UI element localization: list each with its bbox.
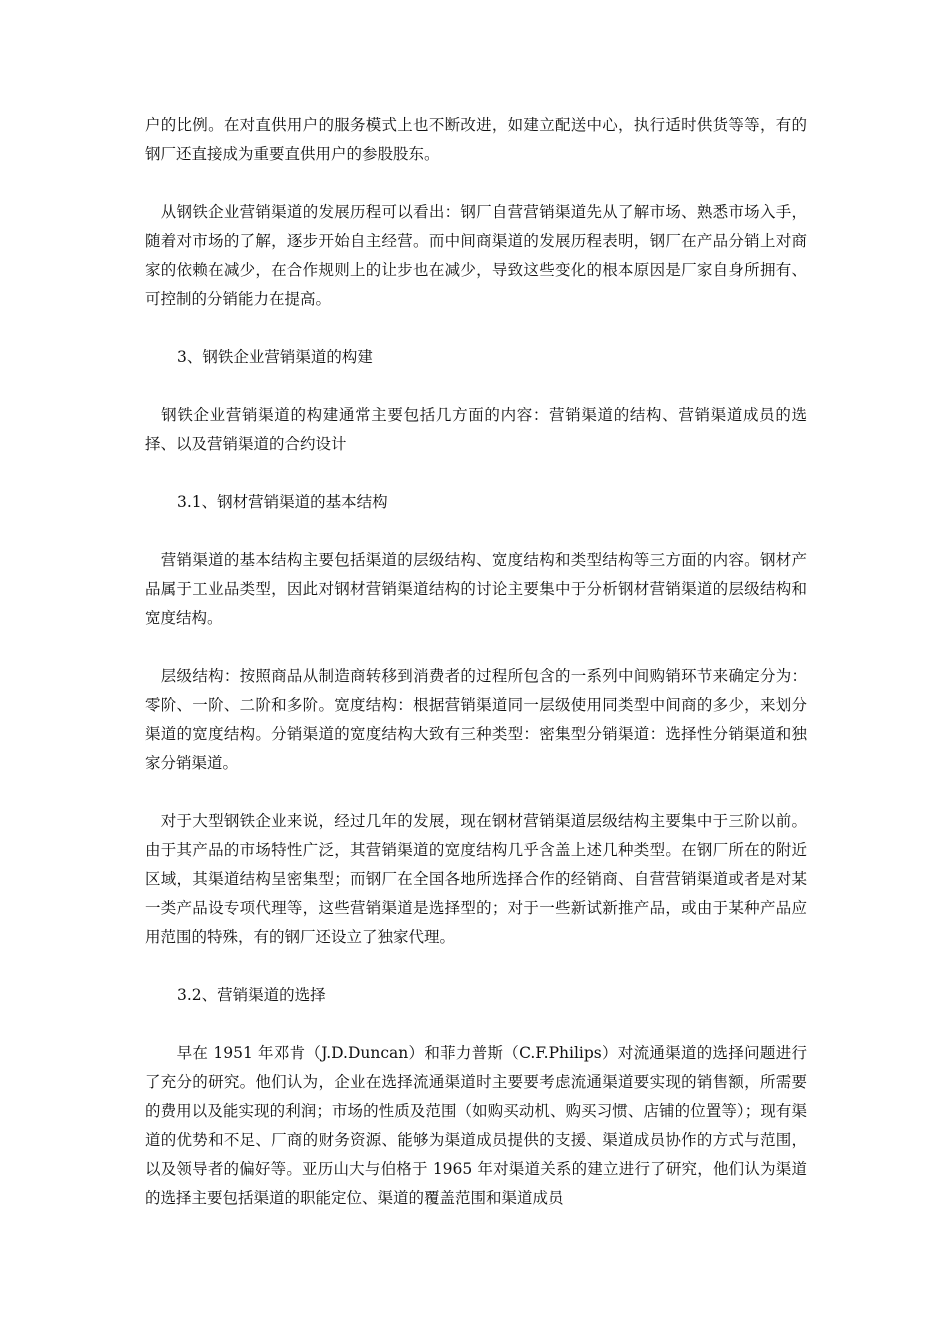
document-page [145, 111, 807, 1242]
paragraph-direct-supply: 户的比例。在对直供用户的服务模式上也不断改进，如建立配送中心，执行适时供货等等，有的钢厂还直接成为重要直供用户的参股股东。 [145, 116, 807, 163]
paragraph-large-enterprises: 对于大型钢铁企业来说，经过几年的发展，现在钢材营销渠道层级结构主要集中于三阶以前。由于其产品的市场特性广泛，其营销渠道的宽度结构几乎含盖上述几种类型。在钢厂所在的附近区域，其渠道结构呈密集型；而钢厂在全国各地所选择合作的经销商、自营营销渠道或者是对某一类产品设专项代理等，这些营销渠道是选择型的；对于一些新试新推产品，或由于某种产品应用范围的特殊，有的钢厂还设立了独家代理。 [145, 812, 807, 946]
paragraph-basic-structure: 营销渠道的基本结构主要包括渠道的层级结构、宽度结构和类型结构等三方面的内容。钢材产品属于工业品类型，因此对钢材营销渠道结构的讨论主要集中于分析钢材营销渠道的层级结构和宽度结构。 [145, 551, 807, 627]
paragraph-channel-construction: 钢铁企业营销渠道的构建通常主要包括几方面的内容：营销渠道的结构、营销渠道成员的选择、以及营销渠道的合约设计 [145, 406, 807, 453]
section-heading-3-2: 3.2、营销渠道的选择 [177, 986, 326, 1004]
section-heading-3-1: 3.1、钢材营销渠道的基本结构 [177, 493, 388, 511]
paragraph-level-structure: 层级结构：按照商品从制造商转移到消费者的过程所包含的一系列中间购销环节来确定分为：零阶、一阶、二阶和多阶。宽度结构：根据营销渠道同一层级使用同类型中间商的多少，来划分渠道的宽度结构。分销渠道的宽度结构大致有三种类型：密集型分销渠道：选择性分销渠道和独家分销渠道。 [145, 667, 807, 772]
paragraph-channel-selection: 早在 1951 年邓肯（J.D.Duncan）和菲力普斯（C.F.Philips）对流通渠道的选择问题进行了充分的研究。他们认为，企业在选择流通渠道时主要要考虑流通渠道要实现的销售额，所需要的费用以及能实现的利润；市场的性质及范围（如购买动机、购买习惯、店铺的位置等）；现有渠道的优势和不足、厂商的财务资源、能够为渠道成员提供的支援、渠道成员协作的方式与范围，以及领导者的偏好等。亚历山大与伯格于 1965 年对渠道关系的建立进行了研究，他们认为渠道的选择主要包括渠道的职能定位、渠道的覆盖范围和渠道成员 [145, 1044, 807, 1207]
paragraph-channel-history: 从钢铁企业营销渠道的发展历程可以看出：钢厂自营营销渠道先从了解市场、熟悉市场入手，随着对市场的了解，逐步开始自主经营。而中间商渠道的发展历程表明，钢厂在产品分销上对商家的依赖在减少，在合作规则上的让步也在减少，导致这些变化的根本原因是厂家自身所拥有、可控制的分销能力在提高。 [145, 203, 807, 308]
section-heading-3: 3、钢铁企业营销渠道的构建 [177, 348, 373, 366]
